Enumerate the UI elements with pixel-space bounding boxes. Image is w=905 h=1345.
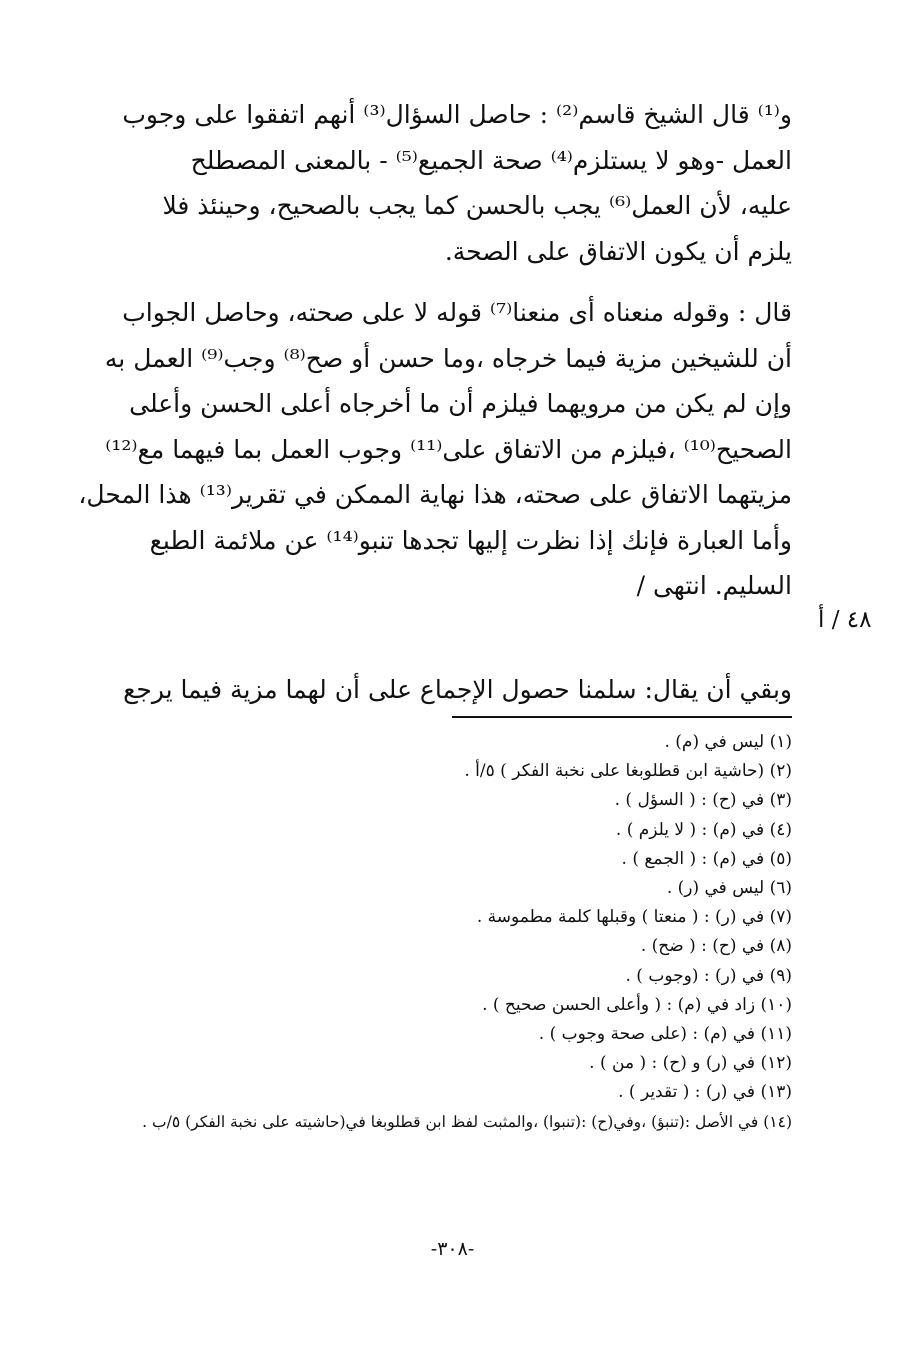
manuscript-folio-marker: ٤٨ / أ	[818, 607, 872, 633]
text-line: وإن لم يكن من مرويهما فيلزم أن ما أخرجاه أعلى الحسن وأعلى	[129, 389, 792, 418]
footnotes	[78, 728, 792, 1137]
text-line: وأما العبارة فإنك إذا نظرت إليها تجدها تنبو⁽¹⁴⁾ عن ملائمة الطبع	[149, 525, 792, 555]
paragraph-2	[78, 290, 792, 609]
text-line: العمل -وهو لا يستلزم⁽⁴⁾ صحة الجميع⁽⁵⁾ - بالمعنى المصطلح	[190, 145, 792, 175]
footnote: (٨) في (ح) : ( ضح) .	[640, 936, 792, 957]
footnote: (٦) ليس في (ر) .	[666, 878, 792, 899]
text-line: الصحيح⁽¹⁰⁾ ،فيلزم من الاتفاق على⁽¹¹⁾ وجوب العمل بما فيهما مع⁽¹²⁾	[105, 434, 792, 464]
footnote: (١١) في (م) : (على صحة وجوب ) .	[538, 1024, 792, 1045]
text-line: السليم. انتهى /	[636, 571, 792, 600]
paragraph-gap	[78, 274, 792, 290]
footnote: (٤) في (م) : ( لا يلزم ) .	[615, 819, 792, 840]
footnote: (١) ليس في (م) .	[664, 732, 792, 752]
footnote: (١٠) زاد في (م) : ( وأعلى الحسن صحيح ) .	[482, 994, 792, 1015]
text-line: و⁽¹⁾ قال الشيخ قاسم⁽²⁾ : حاصل السؤال⁽³⁾ أنهم اتفقوا على وجوب	[122, 100, 792, 129]
text-line: أن للشيخين مزية فيما خرجاه ،وما حسن أو صح⁽⁸⁾ وجب⁽⁹⁾ العمل به	[104, 343, 792, 373]
text-line: عليه، لأن العمل⁽⁶⁾ يجب بالحسن كما يجب بالصحيح، وحينئذ فلا	[162, 191, 792, 220]
footnote: (١٤) في الأصل :(تنبؤ) ،وفي(ح) :(تنبوا) ،والمثبت لفظ ابن قطلوبغا في(حاشيته على نخبة الفكر) ٥/ب .	[142, 1112, 792, 1131]
text-line: قال : وقوله منعناه أى منعنا⁽⁷⁾ قوله لا على صحته، وحاصل الجواب	[122, 298, 792, 327]
footnote: (٧) في (ر) : ( منعتا ) وقبلها كلمة مطموسة .	[476, 907, 792, 928]
footnote: (١٢) في (ر) و (ح) : ( من ) .	[589, 1053, 792, 1074]
footnote: (٩) في (ر) : (وجوب ) .	[625, 965, 792, 986]
footnote: (٢) (حاشية ابن قطلوبغا على نخبة الفكر ) ٥/أ .	[464, 761, 792, 782]
footnote: (٣) في (ح) : ( السؤل ) .	[614, 790, 792, 811]
continuation-line: وبقي أن يقال: سلمنا حصول الإجماع على أن لهما مزية فيما يرجع	[123, 675, 792, 704]
footnote: (٥) في (م) : ( الجمع ) .	[621, 848, 792, 869]
paragraph-1	[78, 92, 792, 274]
text-line: مزيتهما الاتفاق على صحته، هذا نهاية الممكن في تقرير⁽¹³⁾ هذا المحل،	[78, 480, 792, 509]
page-number: -٣٠٨-	[430, 1238, 475, 1260]
text-line: يلزم أن يكون الاتفاق على الصحة.	[444, 236, 792, 266]
main-text	[78, 92, 792, 609]
footnote-divider	[452, 716, 792, 718]
footnote: (١٣) في (ر) : ( تقدير ) .	[618, 1082, 792, 1103]
